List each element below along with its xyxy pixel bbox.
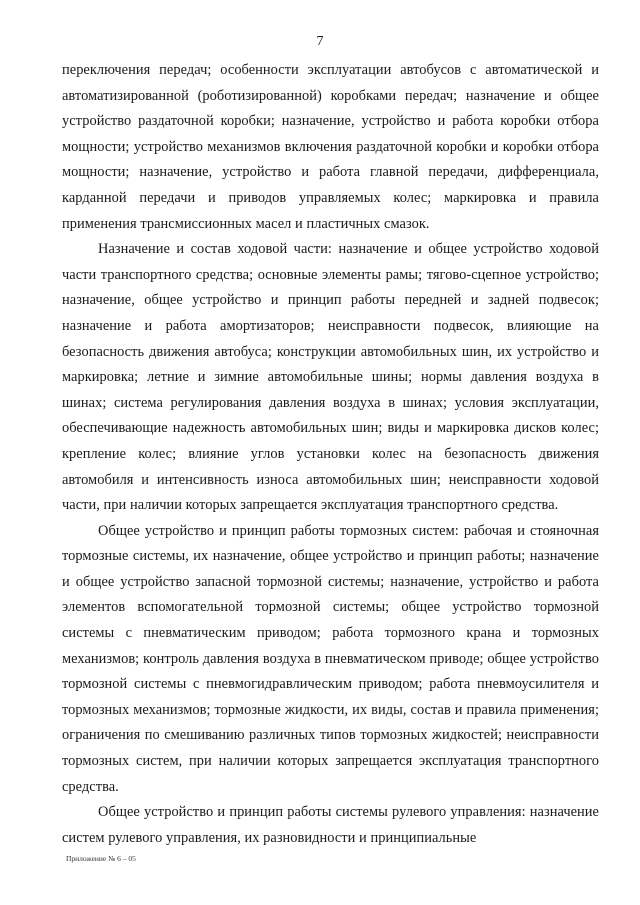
footer-appendix-label: Приложение № 6 – 05 bbox=[66, 854, 136, 863]
paragraph-steering: Общее устройство и принцип работы системы рулевого управления: назначение систем рулевого управления, их разновидности и принципиальные bbox=[62, 804, 599, 846]
paragraph-chassis: Назначение и состав ходовой части: назначение и общее устройство ходовой части транспортного средства; основные элементы рамы; тягово-сцепное устройство; назначение, общее устройство и принцип работы передней и задней подвесок; назначение и работа амортизаторов; неисправности подвесок, влияющие на безопасность движения автобуса; конструкции автомобильных шин, их устройство и маркировка; летние и зимние автомобильные шины; нормы давления воздуха в шинах; система регулирования давления воздуха в шинах; условия эксплуатации, обеспечивающие надежность автомобильных шин; виды и маркировка дисков колес; крепление колес; влияние углов установки колес на безопасность движения автомобиля и интенсивность износа автомобильных шин; неисправности ходовой части, при наличии которых запрещается эксплуатация транспортного средства. bbox=[62, 241, 599, 514]
paragraph-brake-systems: Общее устройство и принцип работы тормозных систем: рабочая и стояночная тормозные системы, их назначение, общее устройство и принцип работы; назначение и общее устройство запасной тормозной системы; назначение, устройство и работа элементов вспомогательной тормозной системы; общее устройство тормозной системы с пневматическим приводом; работа тормозного крана и тормозных механизмов; контроль давления воздуха в пневматическом приводе; общее устройство тормозной системы с пневмогидравлическим приводом; работа пневмоусилителя и тормозных механизмов; тормозные жидкости, их виды, состав и правила применения; ограничения по смешиванию различных типов тормозных жидкостей; неисправности тормозных систем, при наличии которых запрещается эксплуатация транспортного средства. bbox=[62, 522, 599, 795]
page-number: 7 bbox=[316, 34, 324, 49]
page-body bbox=[62, 58, 599, 851]
paragraph-transmission-continued: переключения передач; особенности эксплуатации автобусов с автоматической и автоматизированной (роботизированной) коробками передач; назначение и общее устройство раздаточной коробки; назначение, устройство и работа коробки отбора мощности; устройство механизмов включения раздаточной коробки и коробки отбора мощности; назначение, устройство и работа главной передачи, дифференциала, карданной передачи и приводов управляемых колес; маркировка и правила применения трансмиссионных масел и пластичных смазок. bbox=[62, 62, 599, 232]
